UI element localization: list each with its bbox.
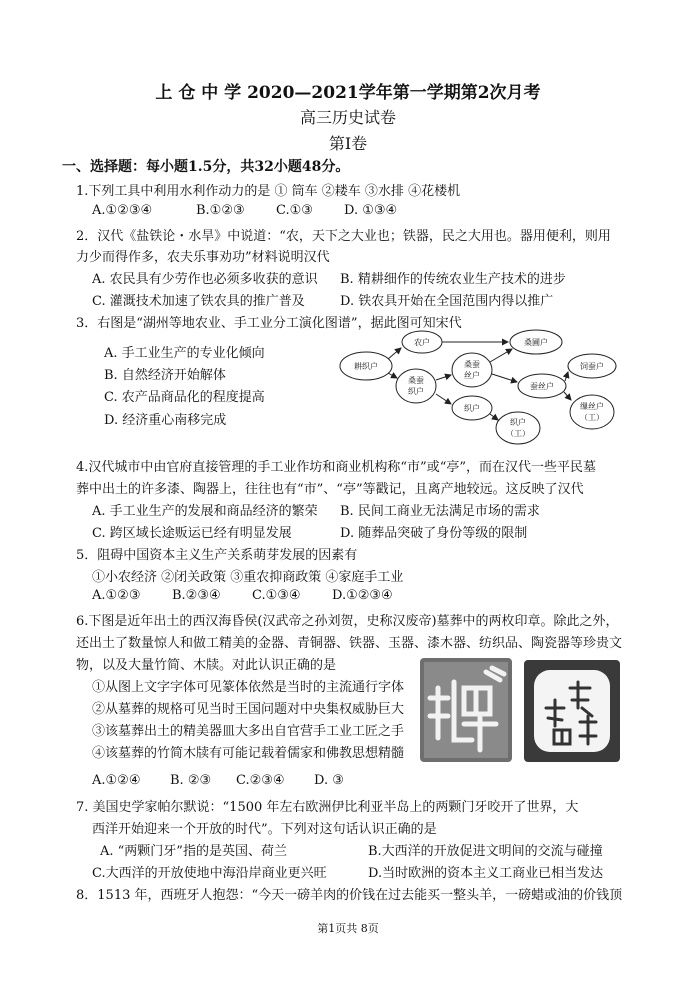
node-label: 桑蚕 [464, 360, 480, 369]
node-label: 织户 [510, 418, 526, 427]
section-heading: 一、选择题：每小题1.5分，共32小题48分。 [62, 159, 350, 175]
q4-option-b: B. 民间工商业无法满足市场的需求 [340, 504, 540, 519]
node-label: 耕织户 [354, 362, 378, 371]
q1-option-c: C.①③ [276, 203, 313, 218]
exam-subtitle: 高三历史试卷 [299, 108, 396, 127]
seal-image-1 [420, 658, 512, 762]
q4-option-d: D. 随葬品突破了身份等级的限制 [340, 526, 528, 541]
q6-item-2: ②从墓葬的规格可见当时王国问题对中央集权威胁巨大 [92, 702, 405, 717]
q7-stem-1: 7. 美国史学家帕尔默说：“1500 年左右欧洲伊比利亚半岛上的两颗门牙咬开了世界，大 [76, 800, 579, 815]
node-label: （工） [580, 413, 604, 422]
q3-option-b: B. 自然经济开始解体 [104, 368, 226, 383]
q7-option-d: D.当时欧洲的资本主义工商业已相当发达 [368, 866, 604, 881]
q6-option-a: A.①②④ [92, 773, 141, 788]
q2-stem-1: 2．汉代《盐铁论・水旱》中说道：“农，天下之大业也；铁器，民之大用也。器用便利，则用 [76, 229, 611, 244]
node-sangcan-sihu [452, 353, 492, 387]
node-label: （工） [506, 429, 530, 438]
q1-stem: 1.下列工具中利用水利作动力的是 ① 筒车 ②耧车 ③水排 ④花楼机 [76, 184, 461, 199]
q5-stem: 5．阻碍中国资本主义生产关系萌芽发展的因素有 [76, 548, 358, 563]
node-label: 织户 [408, 387, 424, 396]
q7-stem-2: 西洋开始迎来一个开放的时代”。下列对这句话认识正确的是 [92, 822, 437, 837]
node-sangcan-zhihu [396, 369, 436, 403]
q6-stem-3: 物，以及大量竹简、木牍。对此认识正确的是 [76, 658, 337, 673]
q5-option-b: B.②③④ [172, 588, 221, 603]
q4-stem-2: 葬中出土的许多漆、陶器上，往往也有“市”、“亭”等戳记，且离产地较远。这反映了汉代 [76, 482, 584, 497]
q6-stem-1: 6.下图是近年出土的西汉海昏侯(汉武帝之孙刘贺，史称汉废帝)墓葬中的两枚印章。除此之外， [76, 614, 619, 629]
node-label: 桑圃户 [524, 338, 548, 347]
q4-option-a: A. 手工业生产的发展和商品经济的繁荣 [92, 504, 318, 519]
q5-option-c: C.①③④ [252, 588, 301, 603]
q4-option-c: C. 跨区域长途贩运已经有明显发展 [92, 526, 292, 541]
q6-option-d: D. ③ [314, 773, 344, 788]
node-zhihu-gong [496, 412, 540, 444]
q2-option-b: B. 精耕细作的传统农业生产技术的进步 [340, 272, 566, 287]
q8-stem: 8．1513 年，西班牙人抱怨：“今天一磅羊肉的价钱在过去能买一整头羊，一磅蜡或油的价钱顶 [76, 888, 623, 903]
q5-items: ①小农经济 ②闭关政策 ③重农抑商政策 ④家庭手工业 [92, 570, 404, 585]
page-footer: 第1页共 8页 [317, 922, 379, 935]
q5-option-a: A.①②③ [92, 588, 141, 603]
q6-item-3: ③该墓葬出土的精美器皿大多出自官营手工业工匠之手 [92, 724, 405, 739]
q3-option-a: A. 手工业生产的专业化倾向 [104, 346, 265, 361]
q3-option-d: D. 经济重心南移完成 [104, 413, 227, 428]
q2-option-d: D. 铁农具开始在全国范围内得以推广 [340, 294, 554, 309]
q2-option-a: A. 农民具有少劳作也必须多收获的意识 [92, 272, 318, 287]
q2-stem-2: 力少而得作多，农夫乐事劝功”材料说明汉代 [76, 250, 330, 265]
q7-option-a: A. “两颗门牙”指的是英国、荷兰 [100, 844, 287, 859]
q7-option-c: C.大西洋的开放使地中海沿岸商业更兴旺 [92, 866, 327, 881]
node-label: 织户 [464, 404, 480, 413]
q4-stem-1: 4.汉代城市中由官府直接管理的手工业作坊和商业机构称“市”或“亭”，而在汉代一些平民墓 [76, 460, 596, 475]
q1-option-b: B.①②③ [196, 203, 245, 218]
node-label: 丝户 [464, 371, 480, 380]
division-of-labor-diagram [336, 326, 618, 452]
q7-option-b: B.大西洋的开放促进文明间的交流与碰撞 [368, 844, 603, 859]
q6-option-b: B. ②③ [170, 773, 212, 788]
q5-option-d: D.①②③④ [332, 588, 393, 603]
node-saosi-gong [570, 395, 614, 429]
node-label: 桑蚕 [408, 376, 424, 385]
volume-label: 第Ⅰ卷 [328, 134, 368, 153]
node-label: 农户 [414, 338, 430, 347]
q3-stem: 3．右图是“湖州等地农业、手工业分工演化图谱”，据此图可知宋代 [76, 316, 462, 331]
exam-title: 上 仓 中 学 2020—2021学年第一学期第2次月考 [155, 83, 541, 103]
q6-item-1: ①从图上文字字体可见篆体依然是当时的主流通行字体 [92, 680, 405, 695]
node-label: 缫丝户 [580, 402, 604, 411]
node-label: 蚕丝户 [530, 382, 554, 391]
q1-option-a: A.①②③④ [92, 203, 153, 218]
q3-option-c: C. 农产品商品化的程度提高 [104, 390, 265, 405]
q6-stem-2: 还出土了数量惊人和做工精美的金器、青铜器、铁器、玉器、漆木器、纺织品、陶瓷器等珍贵文 [76, 636, 623, 651]
seal-image-2 [524, 660, 620, 762]
q6-option-c: C.②③④ [236, 773, 285, 788]
q1-option-d: D. ①③④ [344, 203, 398, 218]
q6-item-4: ④该墓葬的竹简木牍有可能记载着儒家和佛教思想精髓 [92, 746, 405, 761]
q2-option-c: C. 灌溉技术加速了铁农具的推广普及 [92, 294, 305, 309]
node-label: 饲蚕户 [580, 362, 604, 371]
